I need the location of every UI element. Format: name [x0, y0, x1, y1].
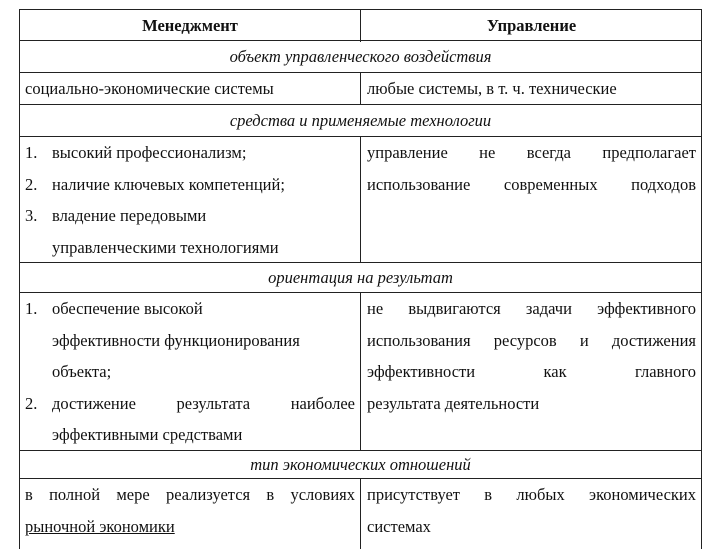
- list-item: [25, 293, 355, 325]
- table-row: [20, 73, 701, 105]
- comparison-table: [19, 9, 702, 549]
- section-title: объект управленческого воздействия: [229, 47, 492, 66]
- list-text: наличие ключевых компетенций;: [52, 174, 285, 194]
- list-item: [25, 388, 355, 420]
- cell-text: использования ресурсов и достижения: [367, 330, 696, 350]
- list-number: 1.: [25, 143, 38, 162]
- cell-text: не выдвигаются задачи эффективного: [367, 299, 696, 318]
- table-row: [20, 293, 701, 451]
- section-row: [20, 263, 701, 293]
- cell-text-underlined: рыночной экономики: [25, 516, 175, 536]
- cell-text: эффективности как главного: [367, 362, 696, 381]
- list-text: владение передовыми: [52, 206, 207, 225]
- header-management: Менеджмент: [20, 10, 361, 42]
- section-row: [20, 41, 701, 73]
- header-row: [20, 10, 701, 41]
- list-text: управленческими технологиями: [52, 237, 279, 257]
- section-row: [20, 451, 701, 479]
- list-text: достижение результата наиболее: [52, 393, 355, 413]
- cell-text: любые системы, в т. ч. технические: [367, 79, 617, 98]
- cell-text: присутствует в любых экономических: [367, 485, 696, 504]
- section-row: [20, 105, 701, 137]
- list-text: высокий профессионализм;: [52, 143, 247, 162]
- list-number: 3.: [25, 206, 38, 225]
- list-text: эффективными средствами: [52, 425, 243, 444]
- cell-text: системах: [367, 516, 431, 536]
- list-text: обеспечение высокой: [52, 299, 203, 318]
- list-text: эффективности функционирования: [52, 330, 300, 350]
- list-number: 2.: [25, 174, 38, 194]
- list-number: 2.: [25, 393, 38, 413]
- cell-text: социально-экономические системы: [25, 79, 274, 98]
- cell-text: использование современных подходов: [367, 174, 696, 194]
- list-item: [25, 137, 355, 169]
- section-title: тип экономических отношений: [250, 455, 471, 474]
- list-item: [25, 200, 355, 232]
- list-text: объекта;: [52, 362, 112, 381]
- section-title: ориентация на результат: [268, 268, 453, 287]
- list-item: [25, 169, 355, 201]
- cell-text: в полной мере реализуется в условиях: [25, 485, 355, 504]
- header-administration: Управление: [486, 16, 577, 35]
- cell-text: результата деятельности: [367, 393, 540, 413]
- section-title: средства и применяемые технологии: [229, 111, 492, 130]
- table-row: [20, 479, 701, 549]
- table-row: [20, 137, 701, 263]
- list-number: 1.: [25, 299, 38, 318]
- cell-text: управление не всегда предполагает: [367, 143, 696, 162]
